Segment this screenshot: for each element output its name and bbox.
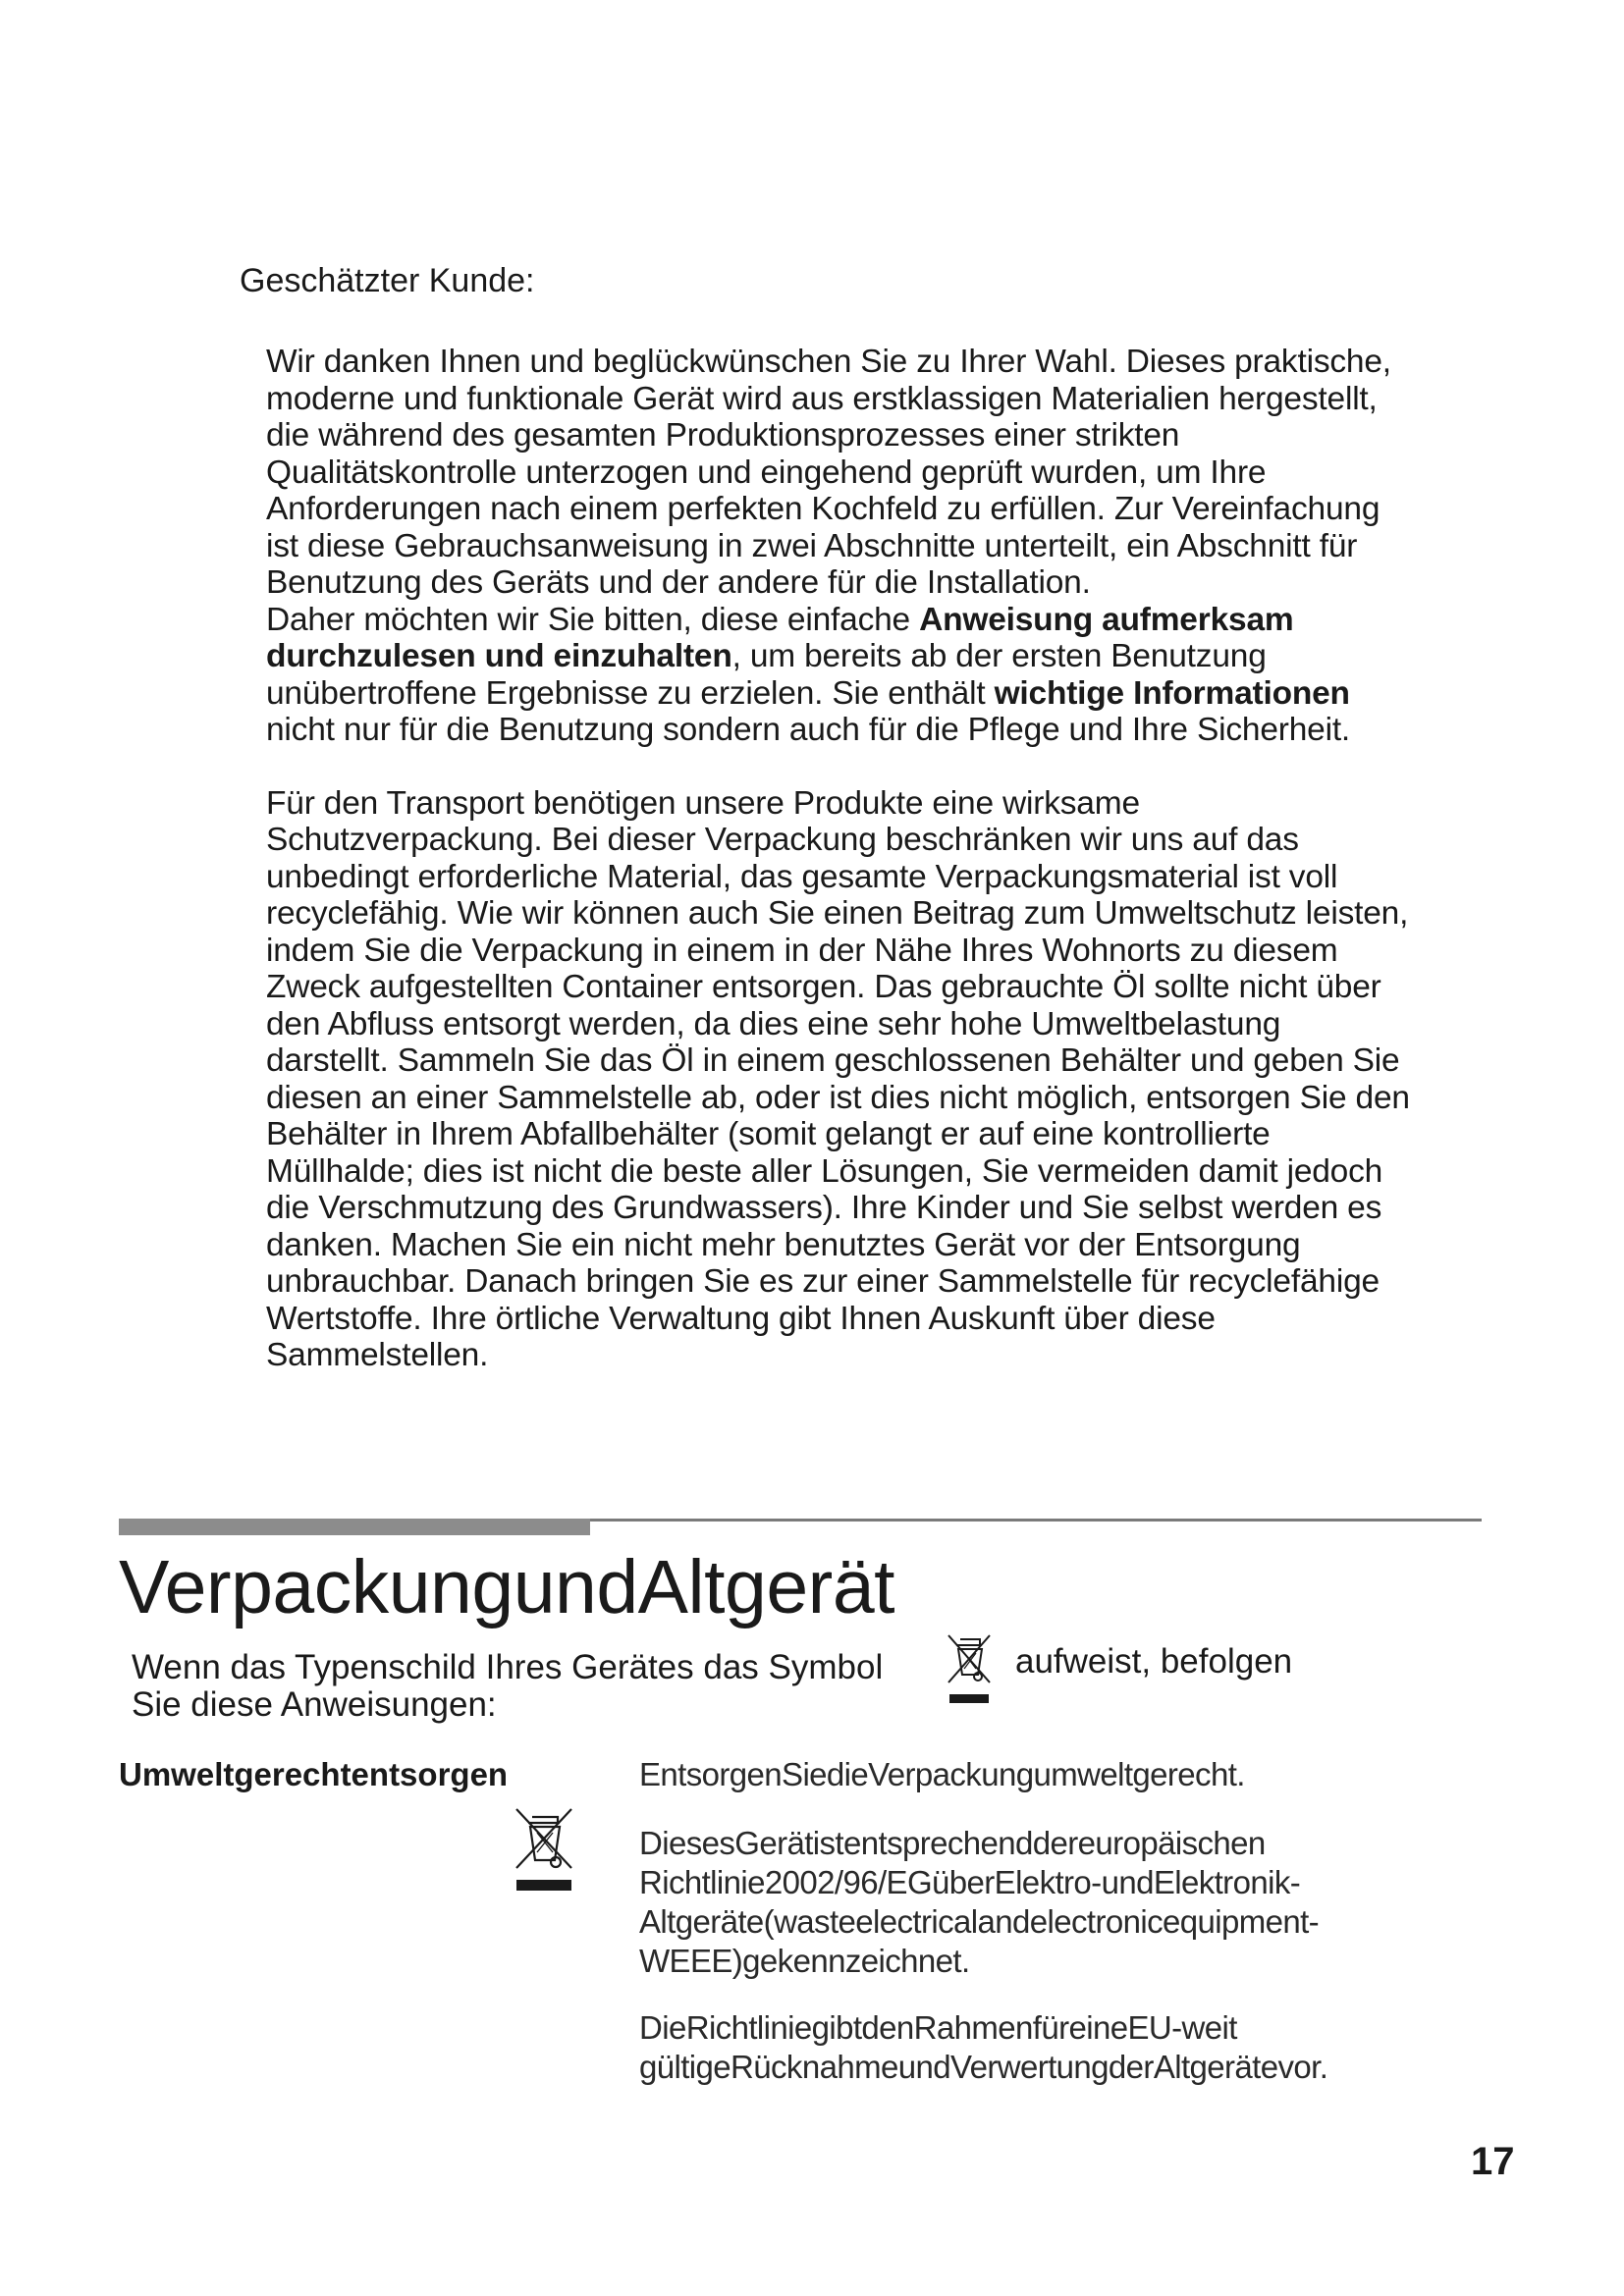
disposal-item-directive: DieRichtliniegibtdenRahmenfüreineEU-weit gültigeRücknahmeundVerwertungderAltgerätevor.	[639, 2009, 1328, 2085]
notice-text-line2: Sie diese Anweisungen:	[132, 1685, 497, 1724]
section-title: VerpackungundAltgerät	[119, 1545, 895, 1629]
section-rule-accent	[119, 1519, 590, 1535]
disposal-item-weee: DiesesGerätistentsprechenddereuropäischen Richtlinie2002/96/EGüberElektro-undElektronik-Altgeräte(wasteelectricalandelectronicequipment-WEEE)gekennzeichnet.	[639, 1825, 1320, 1979]
disposal-heading: Umweltgerechtentsorgen	[119, 1756, 509, 1792]
instructions-emphasis-read: Anweisung aufmerksam durchzulesen und einzuhalten	[266, 601, 1294, 674]
notice-text-before: Wenn das Typenschild Ihres Gerätes das Symbol	[132, 1648, 884, 1686]
letter-body	[266, 344, 1410, 1374]
greeting: Geschätzter Kunde:	[240, 262, 535, 299]
notice-text-after: aufweist, befolgen	[1015, 1642, 1293, 1681]
crossed-out-wheelie-bin-icon	[511, 1805, 577, 1894]
instructions-emphasis-important: wichtige Informationen	[994, 674, 1350, 712]
intro-paragraph: Wir danken Ihnen und beglückwünschen Sie zu Ihrer Wahl. Dieses praktische, moderne und funktionale Gerät wird aus erstklassigen Materialien hergestellt, die während des gesamten Produktionsprozesses einer strikten Qualitätskontrolle unterzogen und eingehend geprüft wurden, um Ihre Anforderungen nach einem perfekten Kochfeld zu erfüllen. Zur Vereinfachung ist diese Gebrauchsanweisung in zwei Abschnitte unterteilt, ein Abschnitt für Benutzung des Geräts und der andere für die Installation.	[266, 344, 1391, 601]
disposal-instructions	[639, 1755, 1444, 2087]
page-number: 17	[1471, 2140, 1515, 2183]
crossed-out-wheelie-bin-icon	[943, 1631, 996, 1708]
instructions-text-e: nicht nur für die Benutzung sondern auch für die Pflege und Ihre Sicherheit.	[266, 712, 1351, 748]
disposal-item-packaging: EntsorgenSiedieVerpackungumweltgerecht.	[639, 1756, 1245, 1792]
transport-paragraph: Für den Transport benötigen unsere Produkte eine wirksame Schutzverpackung. Bei dieser Verpackung beschränken wir uns auf das unbedingt erforderliche Material, das gesamte Verpackungsmaterial ist voll recyclefähig. Wie wir können auch Sie einen Beitrag zum Umweltschutz leisten, indem Sie die Verpackung in einem in der Nähe Ihres Wohnorts zu diesem Zweck aufgestellten Container entsorgen. Das gebrauchte Öl sollte nicht über den Abfluss entsorgt werden, da dies eine sehr hohe Umweltbelastung darstellt. Sammeln Sie das Öl in einem geschlossenen Behälter und geben Sie diesen an einer Sammelstelle ab, oder ist dies nicht möglich, entsorgen Sie den Behälter in Ihrem Abfallbehälter (somit gelangt er auf eine kontrollierte Müllhalde; dies ist nicht die beste aller Lösungen, Sie vermeiden damit jedoch die Verschmutzung des Grundwassers). Ihre Kinder und Sie selbst werden es danken. Machen Sie ein nicht mehr benutztes Gerät vor der Entsorgung unbrauchbar. Danach bringen Sie es zur einer Sammelstelle für recyclefähige Wertstoffe. Ihre örtliche Verwaltung gibt Ihnen Auskunft über diese Sammelstellen.	[266, 784, 1410, 1373]
instructions-text-a: Daher möchten wir Sie bitten, diese einfache	[266, 601, 920, 638]
instructions-text-c: , um bereits ab der ersten Benutzung unübertroffene Ergebnisse zu erzielen. Sie enthält	[266, 638, 1267, 712]
weee-notice	[132, 1642, 1408, 1724]
instructions-paragraph	[266, 602, 1410, 749]
